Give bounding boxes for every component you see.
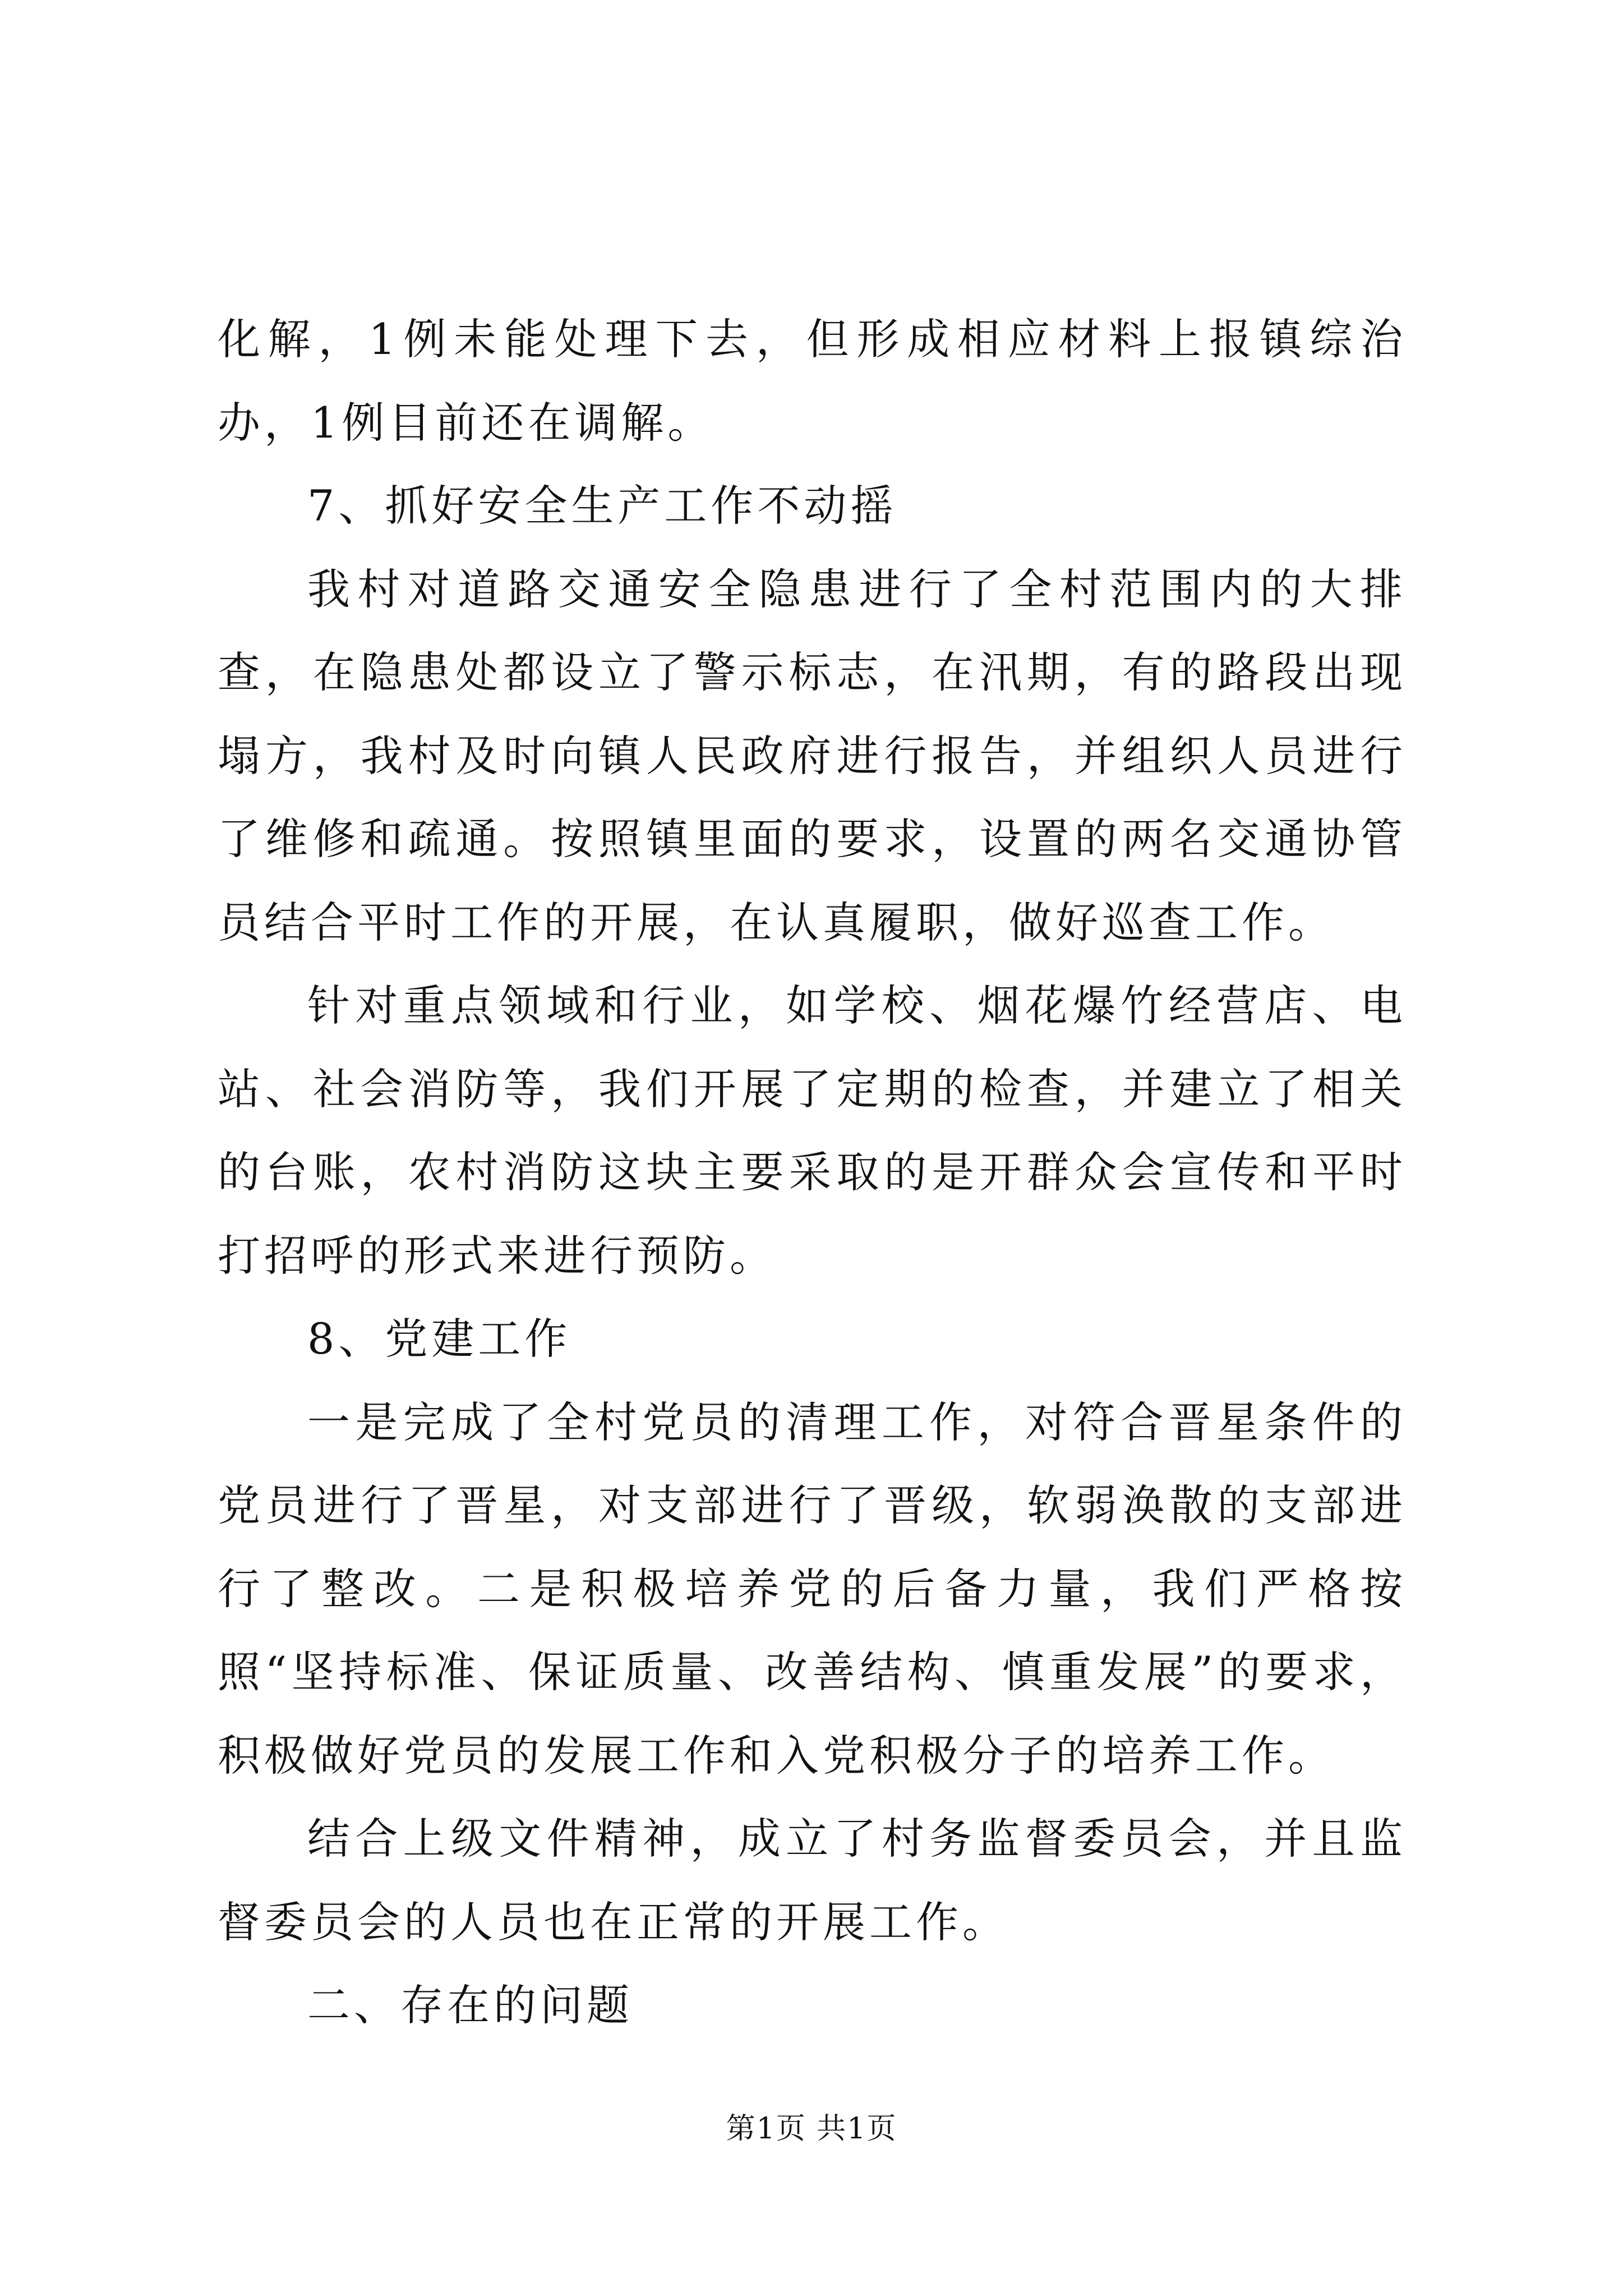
page-number-footer: 第1页 共1页 — [726, 2112, 897, 2146]
section-heading-problems: 二、存在的问题 — [307, 1980, 633, 2030]
section-heading-party-building: 8、党建工作 — [307, 1314, 571, 1364]
section-heading-safety: 7、抓好安全生产工作不动摇 — [307, 481, 897, 531]
paragraph-supervision-committee: 结合上级文件精神，成立了村务监督委员会，并且监督委员会的人员也在正常的开展工作。 — [218, 1814, 1407, 1947]
paragraph-fire-safety: 针对重点领域和行业，如学校、烟花爆竹经营店、电站、社会消防等，我们开展了定期的检查，并建立了相关的台账，农村消防这块主要采取的是开群众会宣传和平时打招呼的形式来进行预防。 — [218, 981, 1407, 1281]
paragraph-party-members: 一是完成了全村党员的清理工作，对符合晋星条件的党员进行了晋星，对支部进行了晋级，软弱涣散的支部进行了整改。二是积极培养党的后备力量，我们严格按照“坚持标准、保证质量、改善结构、慎重发展”的要求，积极做好党员的发展工作和入党积极分子的培养工作。 — [218, 1397, 1407, 1780]
paragraph-traffic-safety: 我村对道路交通安全隐患进行了全村范围内的大排查，在隐患处都设立了警示标志，在汛期，有的路段出现塌方，我村及时向镇人民政府进行报告，并组织人员进行了维修和疏通。按照镇里面的要求，设置的两名交通协管员结合平时工作的开展，在认真履职，做好巡查工作。 — [218, 564, 1407, 947]
paragraph-continuation: 化解，1例未能处理下去，但形成相应材料上报镇综治办，1例目前还在调解。 — [218, 314, 1407, 448]
document-body — [218, 298, 1407, 2047]
